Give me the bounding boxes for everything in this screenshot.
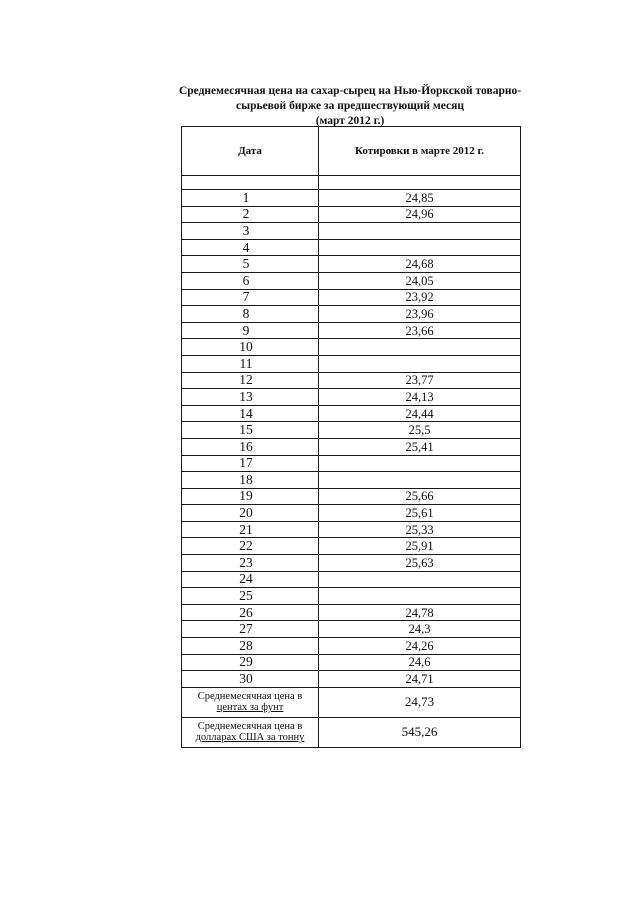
table-row bbox=[182, 422, 521, 439]
date-cell: 13 bbox=[182, 389, 319, 406]
date-cell: 21 bbox=[182, 521, 319, 538]
date-cell: 26 bbox=[182, 604, 319, 621]
date-cell: 18 bbox=[182, 472, 319, 489]
quotes-body bbox=[182, 176, 521, 688]
header-quotes: Котировки в марте 2012 г. bbox=[319, 127, 521, 176]
table-row bbox=[182, 671, 521, 688]
document-title bbox=[150, 84, 550, 129]
date-cell: 14 bbox=[182, 405, 319, 422]
quote-cell: 24,71 bbox=[319, 671, 521, 688]
header-date: Дата bbox=[182, 127, 319, 176]
quote-cell: 24,13 bbox=[319, 389, 521, 406]
quote-cell bbox=[319, 339, 521, 356]
table-row bbox=[182, 289, 521, 306]
quote-cell: 24,85 bbox=[319, 190, 521, 207]
date-cell: 27 bbox=[182, 621, 319, 638]
date-cell: 30 bbox=[182, 671, 319, 688]
title-line-3: (март 2012 г.) bbox=[315, 115, 385, 127]
quote-cell: 25,33 bbox=[319, 521, 521, 538]
table-row bbox=[182, 488, 521, 505]
date-cell: 29 bbox=[182, 654, 319, 671]
table-row bbox=[182, 555, 521, 572]
summary-label-cents: Среднемесячная цена в центах за фунт bbox=[182, 687, 319, 717]
table-row bbox=[182, 654, 521, 671]
table-row bbox=[182, 272, 521, 289]
table-row bbox=[182, 521, 521, 538]
summary-label-dollars: Среднемесячная цена в долларах США за тонну bbox=[182, 717, 319, 747]
title-line-1: Среднемесячная цена на сахар-сырец на Нью-Йоркской товарно- bbox=[178, 85, 522, 97]
date-cell: 5 bbox=[182, 256, 319, 273]
table-row bbox=[182, 206, 521, 223]
quote-cell: 24,6 bbox=[319, 654, 521, 671]
date-cell: 11 bbox=[182, 355, 319, 372]
date-cell: 6 bbox=[182, 272, 319, 289]
quote-cell: 23,96 bbox=[319, 306, 521, 323]
summary-row-cents bbox=[182, 687, 521, 717]
quote-cell: 25,63 bbox=[319, 555, 521, 572]
spacer-row bbox=[182, 176, 521, 190]
date-cell: 1 bbox=[182, 190, 319, 207]
date-cell: 24 bbox=[182, 571, 319, 588]
date-cell: 12 bbox=[182, 372, 319, 389]
date-cell: 25 bbox=[182, 588, 319, 605]
table-row bbox=[182, 472, 521, 489]
quote-cell: 23,77 bbox=[319, 372, 521, 389]
quote-cell: 25,66 bbox=[319, 488, 521, 505]
quote-cell bbox=[319, 455, 521, 472]
quote-cell: 24,3 bbox=[319, 621, 521, 638]
date-cell: 10 bbox=[182, 339, 319, 356]
quote-cell: 25,61 bbox=[319, 505, 521, 522]
quote-cell: 24,44 bbox=[319, 405, 521, 422]
date-cell: 7 bbox=[182, 289, 319, 306]
quote-cell: 24,68 bbox=[319, 256, 521, 273]
header-row bbox=[182, 127, 521, 176]
quotes-table bbox=[181, 126, 521, 748]
table-row bbox=[182, 389, 521, 406]
summary-value-cents: 24,73 bbox=[319, 687, 521, 717]
table-row bbox=[182, 604, 521, 621]
table-row bbox=[182, 190, 521, 207]
table-row bbox=[182, 505, 521, 522]
quote-cell: 25,5 bbox=[319, 422, 521, 439]
table-row bbox=[182, 239, 521, 256]
date-cell: 15 bbox=[182, 422, 319, 439]
table-row bbox=[182, 588, 521, 605]
table-row bbox=[182, 538, 521, 555]
table-row bbox=[182, 322, 521, 339]
date-cell: 19 bbox=[182, 488, 319, 505]
spacer-cell bbox=[182, 176, 319, 190]
quote-cell bbox=[319, 571, 521, 588]
quote-cell: 25,91 bbox=[319, 538, 521, 555]
table-row bbox=[182, 621, 521, 638]
quote-cell bbox=[319, 239, 521, 256]
table-row bbox=[182, 339, 521, 356]
table-row bbox=[182, 571, 521, 588]
date-cell: 20 bbox=[182, 505, 319, 522]
table-row bbox=[182, 223, 521, 240]
quote-cell: 25,41 bbox=[319, 438, 521, 455]
quote-cell bbox=[319, 223, 521, 240]
spacer-cell bbox=[319, 176, 521, 190]
quote-cell: 24,78 bbox=[319, 604, 521, 621]
table-row bbox=[182, 256, 521, 273]
date-cell: 3 bbox=[182, 223, 319, 240]
date-cell: 4 bbox=[182, 239, 319, 256]
quote-cell bbox=[319, 355, 521, 372]
table-row bbox=[182, 455, 521, 472]
quote-cell bbox=[319, 588, 521, 605]
date-cell: 22 bbox=[182, 538, 319, 555]
summary-value-dollars: 545,26 bbox=[319, 717, 521, 747]
table-row bbox=[182, 372, 521, 389]
date-cell: 23 bbox=[182, 555, 319, 572]
table-row bbox=[182, 355, 521, 372]
quote-cell: 23,92 bbox=[319, 289, 521, 306]
date-cell: 17 bbox=[182, 455, 319, 472]
summary-row-dollars bbox=[182, 717, 521, 747]
quote-cell: 24,26 bbox=[319, 638, 521, 655]
date-cell: 28 bbox=[182, 638, 319, 655]
date-cell: 16 bbox=[182, 438, 319, 455]
quote-cell: 24,05 bbox=[319, 272, 521, 289]
quote-cell: 23,66 bbox=[319, 322, 521, 339]
date-cell: 2 bbox=[182, 206, 319, 223]
quote-cell bbox=[319, 472, 521, 489]
date-cell: 8 bbox=[182, 306, 319, 323]
table-row bbox=[182, 306, 521, 323]
quote-cell: 24,96 bbox=[319, 206, 521, 223]
table-row bbox=[182, 405, 521, 422]
date-cell: 9 bbox=[182, 322, 319, 339]
table-row bbox=[182, 638, 521, 655]
title-line-2: сырьевой бирже за предшествующий месяц bbox=[236, 100, 464, 112]
table-row bbox=[182, 438, 521, 455]
